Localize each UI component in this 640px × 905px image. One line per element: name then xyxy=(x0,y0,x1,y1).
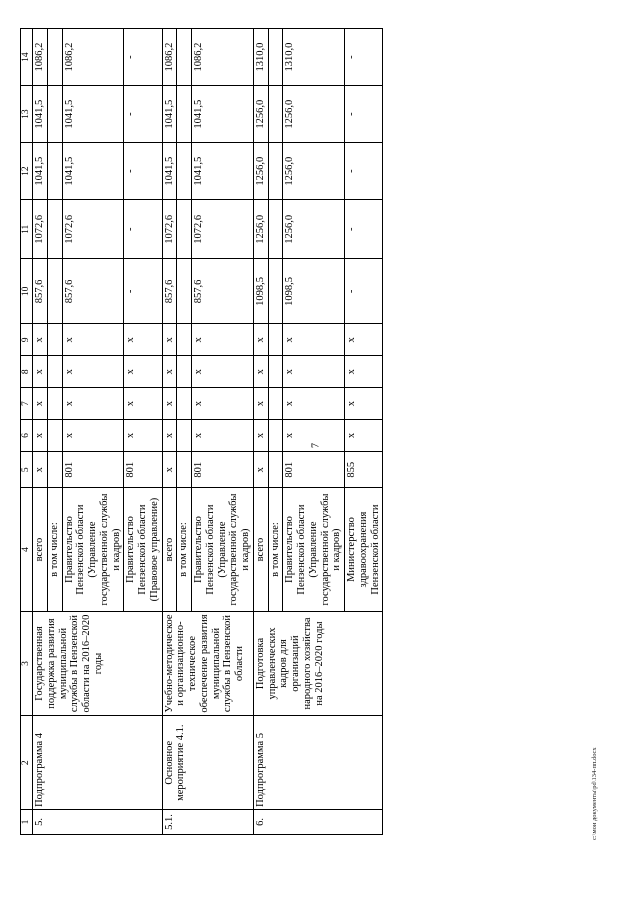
table-cell: 1310,0 xyxy=(283,29,345,86)
table-cell: х xyxy=(62,356,124,388)
header-cell: 8 xyxy=(21,356,33,388)
table-cell: х xyxy=(192,420,254,452)
table-cell: х xyxy=(62,324,124,356)
table-cell: - xyxy=(124,29,162,86)
program-title: Подготовка управленческих кадров для организаций народного хозяйства на 2016–2020 годы xyxy=(253,611,383,716)
executor-cell: всего xyxy=(162,488,177,611)
executor-cell: в том числе: xyxy=(268,488,283,611)
table-cell xyxy=(177,259,192,324)
table-cell xyxy=(47,356,62,388)
table-cell: 1256,0 xyxy=(283,86,345,143)
row-number: 5.1. xyxy=(162,809,253,834)
page-number: 7 xyxy=(310,443,322,448)
executor-cell: Министерство здравоохранения Пензенской области xyxy=(345,488,383,611)
table-cell: 1256,0 xyxy=(253,200,268,259)
table-cell: - xyxy=(124,86,162,143)
table-cell: 857,6 xyxy=(192,259,254,324)
table-cell xyxy=(177,143,192,200)
table-cell: х xyxy=(33,452,48,488)
table-cell: 1310,0 xyxy=(253,29,268,86)
table-cell: 1041,5 xyxy=(192,143,254,200)
table-cell xyxy=(177,452,192,488)
table-cell xyxy=(177,86,192,143)
table-cell: х xyxy=(162,452,177,488)
row-number: 5. xyxy=(33,809,163,834)
table-cell: х xyxy=(124,420,162,452)
executor-cell: Правительство Пензенской области (Правовое управление) xyxy=(124,488,162,611)
table-cell xyxy=(268,29,283,86)
table-cell xyxy=(268,388,283,420)
table-cell xyxy=(268,452,283,488)
table-cell: 1256,0 xyxy=(253,86,268,143)
table-cell xyxy=(268,259,283,324)
header-cell: 4 xyxy=(21,488,33,611)
table-cell xyxy=(47,29,62,86)
header-cell: 7 xyxy=(21,388,33,420)
table-cell: - xyxy=(345,86,383,143)
table-cell: х xyxy=(253,388,268,420)
table-cell: х xyxy=(124,356,162,388)
table-cell: - xyxy=(345,259,383,324)
header-cell: 11 xyxy=(21,200,33,259)
table-cell: 1072,6 xyxy=(162,200,177,259)
table-cell: х xyxy=(33,388,48,420)
table-cell: 1086,2 xyxy=(192,29,254,86)
table-cell: х xyxy=(253,356,268,388)
row-number: 6. xyxy=(253,809,383,834)
executor-cell: Правительство Пензенской области (Управление государственной службы и кадров) xyxy=(62,488,124,611)
table-cell: х xyxy=(283,420,345,452)
table-row xyxy=(33,29,48,835)
table-cell: 857,6 xyxy=(62,259,124,324)
header-cell: 14 xyxy=(21,29,33,86)
table-cell: 1098,5 xyxy=(283,259,345,324)
program-name: Подпрограмма 4 xyxy=(33,716,163,809)
table-cell xyxy=(268,324,283,356)
table-cell xyxy=(47,388,62,420)
table-cell: 1098,5 xyxy=(253,259,268,324)
table-cell xyxy=(268,356,283,388)
table-cell: х xyxy=(345,420,383,452)
table-cell xyxy=(268,143,283,200)
table-cell: х xyxy=(162,388,177,420)
table-cell: 1041,5 xyxy=(192,86,254,143)
executor-cell: в том числе: xyxy=(47,488,62,611)
table-cell: х xyxy=(192,324,254,356)
table-cell xyxy=(47,259,62,324)
table-cell: 1072,6 xyxy=(62,200,124,259)
table-cell: 1041,5 xyxy=(33,143,48,200)
table-cell: 1072,6 xyxy=(192,200,254,259)
table-cell xyxy=(268,200,283,259)
table-cell: х xyxy=(162,356,177,388)
table-cell xyxy=(177,388,192,420)
table-cell: х xyxy=(253,452,268,488)
budget-table xyxy=(20,28,383,835)
table-cell: х xyxy=(192,356,254,388)
table-cell: 857,6 xyxy=(162,259,177,324)
executor-cell: всего xyxy=(33,488,48,611)
table-cell: 1041,5 xyxy=(62,143,124,200)
table-cell: х xyxy=(33,356,48,388)
table-cell: - xyxy=(124,259,162,324)
table-cell: х xyxy=(345,324,383,356)
header-cell: 2 xyxy=(21,716,33,809)
header-cell: 10 xyxy=(21,259,33,324)
file-path-footer: c:\мои документы\pd\134-пп.docx xyxy=(591,747,598,840)
table-cell: 801 xyxy=(124,452,162,488)
table-cell: х xyxy=(192,388,254,420)
table-cell xyxy=(177,29,192,86)
header-cell: 1 xyxy=(21,809,33,834)
table-cell xyxy=(177,324,192,356)
program-name: Основное мероприятие 4.1. xyxy=(162,716,253,809)
table-cell xyxy=(268,420,283,452)
table-cell xyxy=(47,200,62,259)
table-cell: х xyxy=(33,420,48,452)
rotated-table-wrapper xyxy=(20,28,580,835)
table-cell: х xyxy=(124,388,162,420)
table-cell: 1041,5 xyxy=(162,86,177,143)
table-cell xyxy=(177,200,192,259)
table-cell: 857,6 xyxy=(33,259,48,324)
table-cell: 855 xyxy=(345,452,383,488)
table-cell: х xyxy=(283,324,345,356)
table-cell: х xyxy=(253,324,268,356)
table-cell: 1041,5 xyxy=(162,143,177,200)
table-cell: 1072,6 xyxy=(33,200,48,259)
table-cell xyxy=(47,452,62,488)
table-cell: 1086,2 xyxy=(33,29,48,86)
table-cell xyxy=(177,420,192,452)
executor-cell: Правительство Пензенской области (Управление государственной службы и кадров) xyxy=(192,488,254,611)
table-cell: х xyxy=(345,388,383,420)
table-cell: - xyxy=(345,200,383,259)
header-cell: 5 xyxy=(21,452,33,488)
table-cell: х xyxy=(283,356,345,388)
table-cell: - xyxy=(124,200,162,259)
program-title: Государственная поддержка развития муниципальной службы в Пензенской области на 2016–2020 годы xyxy=(33,611,163,716)
header-cell: 6 xyxy=(21,420,33,452)
executor-cell: Правительство Пензенской области (Управление государственной службы и кадров) xyxy=(283,488,345,611)
table-cell: 1256,0 xyxy=(283,143,345,200)
table-cell: х xyxy=(253,420,268,452)
table-cell: х xyxy=(162,324,177,356)
table-cell xyxy=(47,143,62,200)
header-cell: 13 xyxy=(21,86,33,143)
table-cell: - xyxy=(345,143,383,200)
table-cell: 1256,0 xyxy=(253,143,268,200)
table-cell: 1256,0 xyxy=(283,200,345,259)
table-cell xyxy=(47,324,62,356)
table-cell: - xyxy=(124,143,162,200)
table-cell xyxy=(47,86,62,143)
table-cell: 1041,5 xyxy=(33,86,48,143)
header-cell: 12 xyxy=(21,143,33,200)
table-cell: х xyxy=(62,388,124,420)
table-row xyxy=(162,29,177,835)
table-cell: х xyxy=(62,420,124,452)
table-cell: х xyxy=(162,420,177,452)
table-cell: 1086,2 xyxy=(62,29,124,86)
table-cell: 1041,5 xyxy=(62,86,124,143)
table-cell: - xyxy=(345,29,383,86)
executor-cell: в том числе: xyxy=(177,488,192,611)
executor-cell: всего xyxy=(253,488,268,611)
program-name: Подпрограмма 5 xyxy=(253,716,383,809)
table-cell: 1086,2 xyxy=(162,29,177,86)
table-row xyxy=(253,29,268,835)
table-cell: х xyxy=(33,324,48,356)
header-cell: 9 xyxy=(21,324,33,356)
table-cell: х xyxy=(124,324,162,356)
program-title: Учебно-методическое и организационно-техническое обеспечение развития муниципальной службы в Пензенской области xyxy=(162,611,253,716)
table-cell: 801 xyxy=(62,452,124,488)
table-cell xyxy=(268,86,283,143)
table-cell xyxy=(177,356,192,388)
table-cell: х xyxy=(283,388,345,420)
table-cell xyxy=(47,420,62,452)
header-cell: 3 xyxy=(21,611,33,716)
header-row xyxy=(21,29,33,835)
table-cell: 801 xyxy=(283,452,345,488)
table-cell: 801 xyxy=(192,452,254,488)
table-cell: х xyxy=(345,356,383,388)
